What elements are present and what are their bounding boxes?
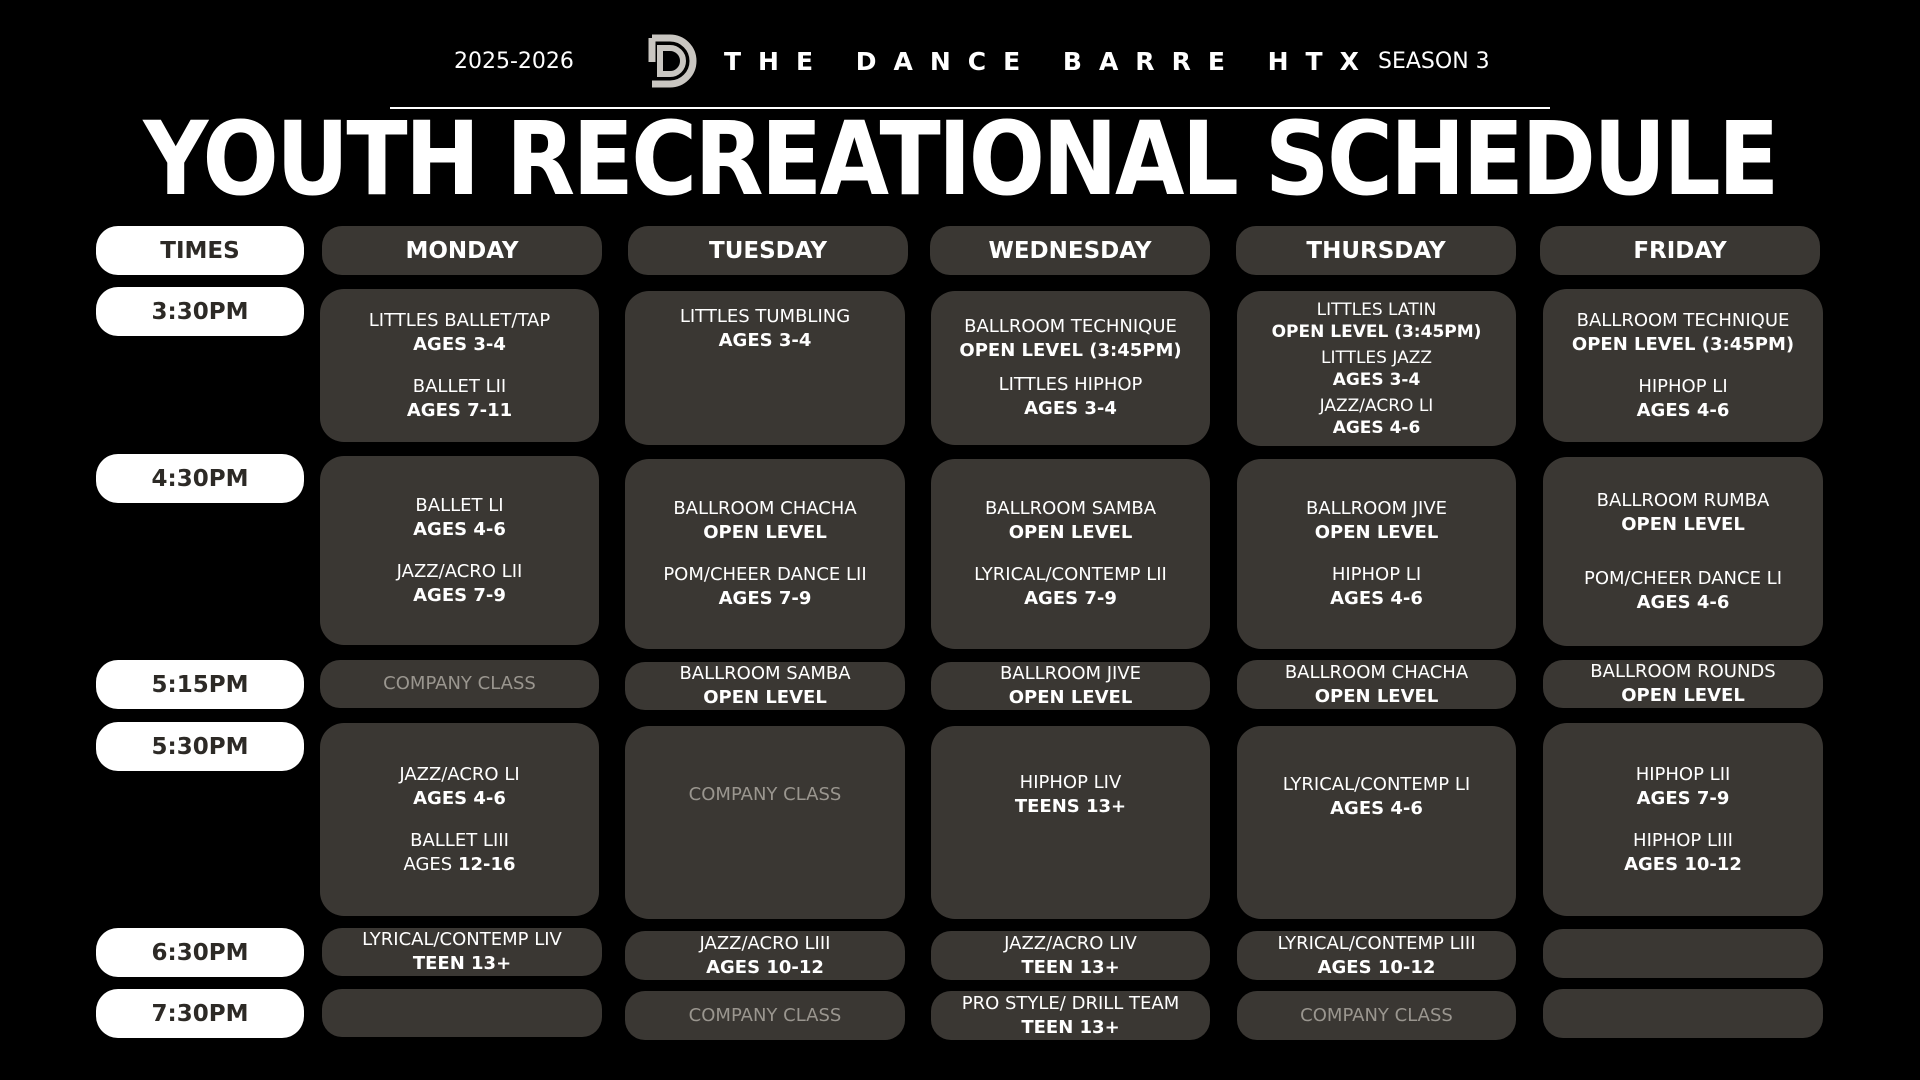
class-name: LITTLES LATIN [1316, 299, 1437, 320]
day-header-thursday: THURSDAY [1236, 226, 1516, 275]
class-name: JAZZ/ACRO LI [1319, 395, 1434, 416]
class-ages: AGES 7-9 [1024, 588, 1117, 609]
class-name: LYRICAL/CONTEMP LIII [1277, 932, 1476, 954]
season-number: SEASON 3 [1378, 48, 1490, 74]
class-name: HIPHOP LI [1638, 375, 1728, 397]
class-ages: OPEN LEVEL [1008, 522, 1133, 543]
schedule-cell-tue-530 [625, 726, 905, 919]
class-name: LYRICAL/CONTEMP LII [974, 564, 1167, 585]
schedule-cell-wed-730 [931, 991, 1210, 1040]
class-ages: AGES 10-12 [1317, 956, 1436, 978]
schedule-cell-wed-630 [931, 931, 1210, 980]
schedule-cell-fri-330 [1543, 289, 1823, 442]
schedule-cell-wed-515 [931, 662, 1210, 710]
schedule-cell-tue-630 [625, 931, 905, 980]
schedule-cell-mon-630 [322, 928, 602, 976]
class-name: POM/CHEER DANCE LII [663, 564, 867, 585]
schedule-cell-wed-330 [931, 291, 1210, 445]
schedule-cell-wed-430 [931, 459, 1210, 649]
class-name: LITTLES TUMBLING [679, 306, 851, 327]
class-name: BALLET LII [412, 375, 507, 397]
schedule-cell-mon-530 [320, 723, 599, 916]
class-ages: OPEN LEVEL [703, 522, 827, 543]
class-name: COMPANY CLASS [688, 784, 842, 805]
schedule-cell-wed-530 [931, 726, 1210, 919]
class-name: BALLET LIII [410, 829, 509, 851]
day-header-wednesday: WEDNESDAY [930, 226, 1210, 275]
class-name: LYRICAL/CONTEMP LI [1282, 774, 1471, 795]
class-ages: AGES 7-11 [406, 399, 513, 421]
class-ages: AGES 7-9 [718, 588, 812, 609]
day-header-friday: FRIDAY [1540, 226, 1820, 275]
class-name: HIPHOP LIV [1019, 772, 1122, 793]
schedule-cell-tue-515 [625, 662, 905, 710]
schedule-cell-thu-515 [1237, 660, 1516, 709]
class-ages: AGES 7-9 [1636, 787, 1730, 809]
class-ages: OPEN LEVEL (3:45PM) [1571, 333, 1795, 355]
schedule-cell-mon-730 [322, 989, 602, 1037]
class-ages: AGES 4-6 [1332, 417, 1421, 438]
class-name: JAZZ/ACRO LIII [699, 932, 831, 954]
class-name: BALLROOM TECHNIQUE [1576, 309, 1790, 331]
class-name: LITTLES JAZZ [1321, 347, 1432, 368]
schedule-cell-thu-330 [1237, 291, 1516, 446]
class-ages: AGES 10-12 [1624, 853, 1742, 875]
time-slot-515pm: 5:15PM [96, 660, 304, 709]
class-ages: AGES 4-6 [1330, 588, 1423, 609]
class-ages [403, 853, 515, 877]
class-ages: AGES 10-12 [706, 956, 824, 978]
class-name: PRO STYLE/ DRILL TEAM [961, 992, 1180, 1014]
class-name: BALLROOM SAMBA [984, 498, 1157, 519]
class-ages: TEEN 13+ [412, 953, 512, 974]
class-ages: TEEN 13+ [1021, 956, 1120, 978]
schedule-cell-thu-530 [1237, 726, 1516, 919]
class-name: LITTLES BALLET/TAP [368, 309, 551, 331]
schedule-cell-mon-330 [320, 289, 599, 442]
class-ages: OPEN LEVEL [1314, 685, 1439, 707]
times-header: TIMES [96, 226, 304, 275]
class-name: BALLROOM ROUNDS [1590, 661, 1776, 682]
class-name: BALLROOM RUMBA [1596, 489, 1770, 511]
class-ages: TEENS 13+ [1014, 796, 1127, 817]
class-ages: OPEN LEVEL (3:45PM) [1271, 321, 1482, 342]
class-name: COMPANY CLASS [383, 673, 536, 694]
class-ages: OPEN LEVEL [1008, 687, 1133, 708]
class-ages: AGES 3-4 [718, 330, 812, 351]
class-ages: OPEN LEVEL (3:45PM) [959, 340, 1182, 361]
season-years: 2025-2026 [454, 48, 574, 74]
class-name: COMPANY CLASS [688, 1004, 842, 1026]
schedule-cell-thu-430 [1237, 459, 1516, 649]
schedule-cell-thu-630 [1237, 931, 1516, 980]
class-ages: AGES 4-6 [1636, 591, 1730, 613]
dance-barre-logo-icon [644, 32, 702, 90]
class-ages: OPEN LEVEL [1314, 522, 1439, 543]
class-ages: AGES 4-6 [1636, 399, 1730, 421]
schedule-cell-fri-530 [1543, 723, 1823, 916]
schedule-cell-thu-730 [1237, 991, 1516, 1040]
class-name: HIPHOP LIII [1633, 829, 1733, 851]
time-slot-530pm: 5:30PM [96, 722, 304, 771]
class-ages: AGES 4-6 [413, 787, 506, 809]
schedule-cell-tue-730 [625, 991, 905, 1040]
day-header-monday: MONDAY [322, 226, 602, 275]
class-name: BALLET LI [415, 494, 504, 516]
time-slot-630pm: 6:30PM [96, 928, 304, 977]
class-name: LITTLES HIPHOP [998, 374, 1143, 395]
class-name: BALLROOM JIVE [1305, 498, 1448, 519]
class-name: JAZZ/ACRO LI [399, 763, 520, 785]
class-name: BALLROOM CHACHA [1284, 661, 1469, 683]
class-name: BALLROOM JIVE [999, 663, 1142, 684]
schedule-cell-tue-430 [625, 459, 905, 649]
class-name: BALLROOM SAMBA [679, 663, 851, 684]
ages-prefix: AGES [403, 853, 453, 875]
class-name: HIPHOP LI [1331, 564, 1422, 585]
time-slot-330pm: 3:30PM [96, 287, 304, 336]
page-title: YOUTH RECREATIONAL SCHEDULE [143, 100, 1777, 219]
class-name: LYRICAL/CONTEMP LIV [362, 929, 562, 950]
schedule-cell-mon-430 [320, 456, 599, 645]
class-ages: OPEN LEVEL [1621, 685, 1745, 706]
class-name: JAZZ/ACRO LIV [1004, 932, 1137, 954]
schedule-cell-fri-730 [1543, 989, 1823, 1038]
time-slot-730pm: 7:30PM [96, 989, 304, 1038]
day-header-tuesday: TUESDAY [628, 226, 908, 275]
class-name: BALLROOM TECHNIQUE [964, 316, 1177, 337]
schedule-cell-fri-630 [1543, 929, 1823, 978]
class-ages: AGES 4-6 [413, 518, 506, 540]
class-name: JAZZ/ACRO LII [396, 560, 523, 582]
class-ages: TEEN 13+ [1021, 1016, 1120, 1038]
class-ages: AGES 3-4 [1024, 398, 1117, 419]
class-ages: AGES 4-6 [1330, 798, 1423, 819]
schedule-cell-tue-330 [625, 291, 905, 445]
class-name: HIPHOP LII [1635, 763, 1731, 785]
schedule-cell-fri-430 [1543, 457, 1823, 646]
class-name: POM/CHEER DANCE LI [1583, 567, 1783, 589]
class-ages: OPEN LEVEL [1621, 513, 1745, 535]
class-ages: AGES 7-9 [413, 584, 506, 606]
brand [644, 36, 1376, 86]
brand-name: THE DANCE BARRE HTX [724, 46, 1376, 76]
class-ages: AGES 3-4 [413, 333, 506, 355]
class-name: COMPANY CLASS [1300, 1004, 1453, 1026]
class-ages: AGES 3-4 [1332, 369, 1421, 390]
class-name: BALLROOM CHACHA [673, 498, 857, 519]
ages-value: 12-16 [457, 853, 516, 875]
time-slot-430pm: 4:30PM [96, 454, 304, 503]
class-ages: OPEN LEVEL [703, 687, 827, 708]
schedule-cell-fri-515 [1543, 660, 1823, 708]
schedule-cell-mon-515 [320, 660, 599, 708]
